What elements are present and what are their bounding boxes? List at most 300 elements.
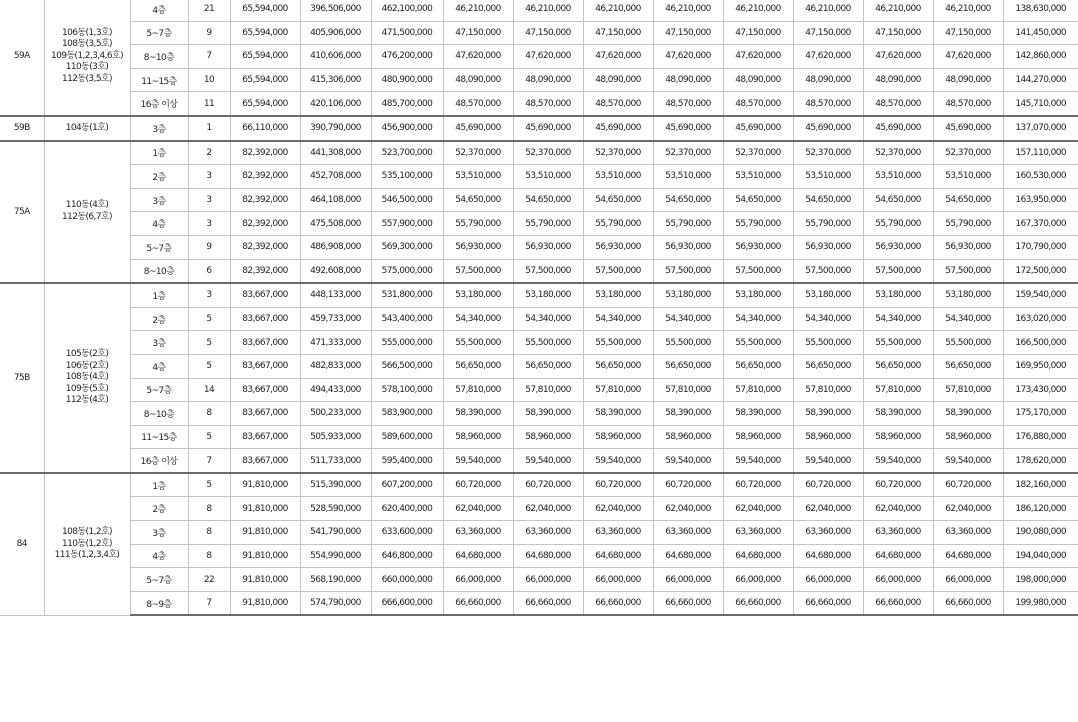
- table-row: [0, 21, 1078, 45]
- amount-cell: 83,667,000: [230, 283, 300, 307]
- unit-count-cell: 5: [188, 473, 230, 497]
- amount-cell: 58,390,000: [723, 402, 793, 426]
- amount-cell: 47,150,000: [513, 21, 583, 45]
- amount-cell: 190,080,000: [1003, 521, 1078, 545]
- amount-cell: 55,790,000: [653, 212, 723, 236]
- amount-cell: 66,000,000: [653, 568, 723, 592]
- amount-cell: 476,200,000: [371, 45, 443, 69]
- building-list-cell: [44, 116, 130, 141]
- amount-cell: 66,000,000: [513, 568, 583, 592]
- amount-cell: 48,090,000: [653, 68, 723, 92]
- unit-count-cell: 3: [188, 212, 230, 236]
- amount-cell: 60,720,000: [583, 473, 653, 497]
- amount-cell: 64,680,000: [583, 544, 653, 568]
- amount-cell: 64,680,000: [933, 544, 1003, 568]
- amount-cell: 45,690,000: [443, 116, 513, 141]
- amount-cell: 56,930,000: [653, 235, 723, 259]
- unit-count-cell: 5: [188, 331, 230, 355]
- amount-cell: 91,810,000: [230, 497, 300, 521]
- amount-cell: 505,933,000: [300, 425, 371, 449]
- amount-cell: 199,980,000: [1003, 591, 1078, 615]
- amount-cell: 47,620,000: [653, 45, 723, 69]
- amount-cell: 47,150,000: [723, 21, 793, 45]
- amount-cell: 405,906,000: [300, 21, 371, 45]
- amount-cell: 55,500,000: [933, 331, 1003, 355]
- floor-cell: 1층: [130, 473, 188, 497]
- amount-cell: 47,620,000: [583, 45, 653, 69]
- amount-cell: 646,800,000: [371, 544, 443, 568]
- amount-cell: 57,810,000: [863, 378, 933, 402]
- amount-cell: 48,570,000: [653, 92, 723, 116]
- floor-cell: 11~15층: [130, 68, 188, 92]
- amount-cell: 555,000,000: [371, 331, 443, 355]
- amount-cell: 56,930,000: [863, 235, 933, 259]
- table-row: [0, 141, 1078, 165]
- floor-cell: 4층: [130, 354, 188, 378]
- amount-cell: 546,500,000: [371, 188, 443, 212]
- amount-cell: 48,570,000: [583, 92, 653, 116]
- amount-cell: 45,690,000: [793, 116, 863, 141]
- amount-cell: 462,100,000: [371, 0, 443, 21]
- amount-cell: 57,810,000: [583, 378, 653, 402]
- amount-cell: 53,510,000: [863, 165, 933, 189]
- building-line: 108동(4호): [65, 372, 109, 383]
- amount-cell: 137,070,000: [1003, 116, 1078, 141]
- amount-cell: 60,720,000: [863, 473, 933, 497]
- amount-cell: 54,340,000: [443, 307, 513, 331]
- building-list-cell: [44, 141, 130, 284]
- amount-cell: 46,210,000: [513, 0, 583, 21]
- amount-cell: 56,930,000: [443, 235, 513, 259]
- amount-cell: 54,340,000: [933, 307, 1003, 331]
- amount-cell: 169,950,000: [1003, 354, 1078, 378]
- amount-cell: 46,210,000: [443, 0, 513, 21]
- amount-cell: 82,392,000: [230, 188, 300, 212]
- amount-cell: 53,180,000: [863, 283, 933, 307]
- amount-cell: 82,392,000: [230, 212, 300, 236]
- amount-cell: 494,433,000: [300, 378, 371, 402]
- amount-cell: 56,650,000: [443, 354, 513, 378]
- amount-cell: 58,390,000: [583, 402, 653, 426]
- floor-cell: 16층 이상: [130, 449, 188, 473]
- amount-cell: 53,180,000: [793, 283, 863, 307]
- amount-cell: 52,370,000: [723, 141, 793, 165]
- amount-cell: 145,710,000: [1003, 92, 1078, 116]
- amount-cell: 57,500,000: [443, 259, 513, 283]
- amount-cell: 53,180,000: [653, 283, 723, 307]
- amount-cell: 47,620,000: [443, 45, 513, 69]
- building-line: 109동(5호): [65, 383, 109, 394]
- building-line: 112동(3,5호): [62, 73, 112, 84]
- amount-cell: 58,960,000: [863, 425, 933, 449]
- table-row: [0, 116, 1078, 141]
- amount-cell: 55,500,000: [443, 331, 513, 355]
- amount-cell: 64,680,000: [653, 544, 723, 568]
- amount-cell: 48,570,000: [723, 92, 793, 116]
- amount-cell: 66,660,000: [863, 591, 933, 615]
- amount-cell: 53,510,000: [583, 165, 653, 189]
- amount-cell: 471,500,000: [371, 21, 443, 45]
- amount-cell: 54,650,000: [583, 188, 653, 212]
- amount-cell: 410,606,000: [300, 45, 371, 69]
- table-row: [0, 0, 1078, 21]
- amount-cell: 568,190,000: [300, 568, 371, 592]
- amount-cell: 63,360,000: [653, 521, 723, 545]
- amount-cell: 54,650,000: [443, 188, 513, 212]
- amount-cell: 46,210,000: [723, 0, 793, 21]
- table-row: [0, 68, 1078, 92]
- amount-cell: 574,790,000: [300, 591, 371, 615]
- amount-cell: 56,930,000: [513, 235, 583, 259]
- amount-cell: 511,733,000: [300, 449, 371, 473]
- amount-cell: 58,960,000: [793, 425, 863, 449]
- amount-cell: 666,600,000: [371, 591, 443, 615]
- amount-cell: 65,594,000: [230, 21, 300, 45]
- amount-cell: 64,680,000: [723, 544, 793, 568]
- amount-cell: 47,150,000: [583, 21, 653, 45]
- amount-cell: 52,370,000: [793, 141, 863, 165]
- amount-cell: 175,170,000: [1003, 402, 1078, 426]
- amount-cell: 55,500,000: [793, 331, 863, 355]
- amount-cell: 47,620,000: [863, 45, 933, 69]
- amount-cell: 82,392,000: [230, 235, 300, 259]
- amount-cell: 53,510,000: [653, 165, 723, 189]
- amount-cell: 52,370,000: [653, 141, 723, 165]
- amount-cell: 48,090,000: [583, 68, 653, 92]
- table-row: [0, 259, 1078, 283]
- amount-cell: 464,108,000: [300, 188, 371, 212]
- amount-cell: 60,720,000: [443, 473, 513, 497]
- amount-cell: 66,110,000: [230, 116, 300, 141]
- amount-cell: 65,594,000: [230, 45, 300, 69]
- amount-cell: 420,106,000: [300, 92, 371, 116]
- amount-cell: 47,620,000: [933, 45, 1003, 69]
- floor-cell: 5~7층: [130, 378, 188, 402]
- building-line: 108동(3,5호): [62, 39, 112, 50]
- floor-cell: 5~7층: [130, 235, 188, 259]
- floor-cell: 3층: [130, 116, 188, 141]
- amount-cell: 57,500,000: [583, 259, 653, 283]
- amount-cell: 55,790,000: [443, 212, 513, 236]
- amount-cell: 58,390,000: [863, 402, 933, 426]
- amount-cell: 83,667,000: [230, 331, 300, 355]
- amount-cell: 448,133,000: [300, 283, 371, 307]
- amount-cell: 55,500,000: [723, 331, 793, 355]
- amount-cell: 48,570,000: [793, 92, 863, 116]
- amount-cell: 53,180,000: [933, 283, 1003, 307]
- amount-cell: 53,180,000: [513, 283, 583, 307]
- table-row: [0, 307, 1078, 331]
- amount-cell: 45,690,000: [583, 116, 653, 141]
- amount-cell: 55,790,000: [513, 212, 583, 236]
- amount-cell: 47,150,000: [863, 21, 933, 45]
- amount-cell: 575,000,000: [371, 259, 443, 283]
- amount-cell: 55,790,000: [723, 212, 793, 236]
- floor-cell: 11~15층: [130, 425, 188, 449]
- unit-count-cell: 9: [188, 21, 230, 45]
- amount-cell: 48,570,000: [933, 92, 1003, 116]
- amount-cell: 186,120,000: [1003, 497, 1078, 521]
- amount-cell: 56,650,000: [653, 354, 723, 378]
- amount-cell: 160,530,000: [1003, 165, 1078, 189]
- floor-cell: 2층: [130, 165, 188, 189]
- amount-cell: 48,090,000: [723, 68, 793, 92]
- amount-cell: 64,680,000: [793, 544, 863, 568]
- amount-cell: 595,400,000: [371, 449, 443, 473]
- amount-cell: 54,340,000: [583, 307, 653, 331]
- table-row: [0, 92, 1078, 116]
- amount-cell: 58,390,000: [653, 402, 723, 426]
- amount-cell: 194,040,000: [1003, 544, 1078, 568]
- amount-cell: 82,392,000: [230, 141, 300, 165]
- table-row: [0, 425, 1078, 449]
- amount-cell: 48,090,000: [933, 68, 1003, 92]
- floor-cell: 3층: [130, 331, 188, 355]
- amount-cell: 54,340,000: [723, 307, 793, 331]
- amount-cell: 59,540,000: [723, 449, 793, 473]
- amount-cell: 62,040,000: [863, 497, 933, 521]
- amount-cell: 63,360,000: [793, 521, 863, 545]
- amount-cell: 54,340,000: [513, 307, 583, 331]
- amount-cell: 486,908,000: [300, 235, 371, 259]
- amount-cell: 166,500,000: [1003, 331, 1078, 355]
- amount-cell: 138,630,000: [1003, 0, 1078, 21]
- unit-count-cell: 5: [188, 307, 230, 331]
- unit-type-cell: 75B: [0, 283, 44, 473]
- amount-cell: 56,650,000: [793, 354, 863, 378]
- building-line: 108동(1,2호): [62, 527, 112, 538]
- amount-cell: 178,620,000: [1003, 449, 1078, 473]
- amount-cell: 167,370,000: [1003, 212, 1078, 236]
- table-row: [0, 45, 1078, 69]
- amount-cell: 620,400,000: [371, 497, 443, 521]
- amount-cell: 578,100,000: [371, 378, 443, 402]
- amount-cell: 66,000,000: [933, 568, 1003, 592]
- table-row: [0, 521, 1078, 545]
- unit-count-cell: 1: [188, 116, 230, 141]
- floor-cell: 4층: [130, 212, 188, 236]
- building-line: 104동(1호): [65, 122, 109, 133]
- amount-cell: 66,000,000: [583, 568, 653, 592]
- amount-cell: 56,650,000: [933, 354, 1003, 378]
- floor-cell: 8~9층: [130, 591, 188, 615]
- table-row: [0, 497, 1078, 521]
- amount-cell: 47,620,000: [793, 45, 863, 69]
- amount-cell: 91,810,000: [230, 473, 300, 497]
- amount-cell: 541,790,000: [300, 521, 371, 545]
- amount-cell: 57,500,000: [793, 259, 863, 283]
- amount-cell: 390,790,000: [300, 116, 371, 141]
- amount-cell: 83,667,000: [230, 402, 300, 426]
- amount-cell: 53,510,000: [513, 165, 583, 189]
- unit-count-cell: 3: [188, 188, 230, 212]
- amount-cell: 58,960,000: [583, 425, 653, 449]
- table-row: [0, 283, 1078, 307]
- amount-cell: 452,708,000: [300, 165, 371, 189]
- amount-cell: 66,660,000: [513, 591, 583, 615]
- amount-cell: 59,540,000: [933, 449, 1003, 473]
- amount-cell: 62,040,000: [443, 497, 513, 521]
- floor-cell: 8~10층: [130, 259, 188, 283]
- amount-cell: 59,540,000: [583, 449, 653, 473]
- amount-cell: 56,930,000: [793, 235, 863, 259]
- unit-count-cell: 7: [188, 591, 230, 615]
- amount-cell: 57,810,000: [653, 378, 723, 402]
- amount-cell: 53,510,000: [793, 165, 863, 189]
- amount-cell: 57,810,000: [443, 378, 513, 402]
- amount-cell: 54,650,000: [863, 188, 933, 212]
- amount-cell: 55,790,000: [583, 212, 653, 236]
- amount-cell: 65,594,000: [230, 0, 300, 21]
- amount-cell: 441,308,000: [300, 141, 371, 165]
- amount-cell: 55,500,000: [653, 331, 723, 355]
- amount-cell: 48,090,000: [863, 68, 933, 92]
- amount-cell: 492,608,000: [300, 259, 371, 283]
- amount-cell: 57,500,000: [723, 259, 793, 283]
- amount-cell: 54,340,000: [793, 307, 863, 331]
- amount-cell: 142,860,000: [1003, 45, 1078, 69]
- table-row: [0, 402, 1078, 426]
- table-row: [0, 331, 1078, 355]
- unit-count-cell: 7: [188, 449, 230, 473]
- amount-cell: 91,810,000: [230, 591, 300, 615]
- amount-cell: 176,880,000: [1003, 425, 1078, 449]
- floor-cell: 4층: [130, 0, 188, 21]
- unit-count-cell: 14: [188, 378, 230, 402]
- amount-cell: 54,650,000: [513, 188, 583, 212]
- floor-cell: 3층: [130, 188, 188, 212]
- amount-cell: 91,810,000: [230, 521, 300, 545]
- amount-cell: 60,720,000: [793, 473, 863, 497]
- amount-cell: 45,690,000: [933, 116, 1003, 141]
- table-row: [0, 188, 1078, 212]
- amount-cell: 515,390,000: [300, 473, 371, 497]
- amount-cell: 53,510,000: [723, 165, 793, 189]
- table-row: [0, 354, 1078, 378]
- amount-cell: 56,930,000: [583, 235, 653, 259]
- amount-cell: 57,500,000: [513, 259, 583, 283]
- amount-cell: 607,200,000: [371, 473, 443, 497]
- amount-cell: 53,180,000: [443, 283, 513, 307]
- unit-count-cell: 7: [188, 45, 230, 69]
- amount-cell: 82,392,000: [230, 165, 300, 189]
- unit-count-cell: 5: [188, 425, 230, 449]
- amount-cell: 91,810,000: [230, 544, 300, 568]
- building-line: 112동(6,7호): [62, 211, 112, 222]
- amount-cell: 46,210,000: [793, 0, 863, 21]
- amount-cell: 56,650,000: [863, 354, 933, 378]
- amount-cell: 46,210,000: [653, 0, 723, 21]
- amount-cell: 531,800,000: [371, 283, 443, 307]
- amount-cell: 557,900,000: [371, 212, 443, 236]
- amount-cell: 58,960,000: [933, 425, 1003, 449]
- amount-cell: 471,333,000: [300, 331, 371, 355]
- unit-count-cell: 8: [188, 544, 230, 568]
- amount-cell: 53,180,000: [583, 283, 653, 307]
- amount-cell: 66,000,000: [443, 568, 513, 592]
- unit-count-cell: 11: [188, 92, 230, 116]
- amount-cell: 54,340,000: [653, 307, 723, 331]
- amount-cell: 48,090,000: [513, 68, 583, 92]
- amount-cell: 54,650,000: [933, 188, 1003, 212]
- amount-cell: 59,540,000: [863, 449, 933, 473]
- amount-cell: 144,270,000: [1003, 68, 1078, 92]
- amount-cell: 66,660,000: [443, 591, 513, 615]
- amount-cell: 58,390,000: [443, 402, 513, 426]
- amount-cell: 57,810,000: [933, 378, 1003, 402]
- amount-cell: 63,360,000: [583, 521, 653, 545]
- amount-cell: 62,040,000: [933, 497, 1003, 521]
- unit-type-cell: 75A: [0, 141, 44, 284]
- amount-cell: 523,700,000: [371, 141, 443, 165]
- amount-cell: 62,040,000: [653, 497, 723, 521]
- floor-cell: 16층 이상: [130, 92, 188, 116]
- amount-cell: 173,430,000: [1003, 378, 1078, 402]
- unit-count-cell: 8: [188, 521, 230, 545]
- unit-count-cell: 21: [188, 0, 230, 21]
- amount-cell: 569,300,000: [371, 235, 443, 259]
- amount-cell: 59,540,000: [653, 449, 723, 473]
- amount-cell: 58,390,000: [793, 402, 863, 426]
- amount-cell: 60,720,000: [723, 473, 793, 497]
- floor-cell: 1층: [130, 283, 188, 307]
- unit-count-cell: 5: [188, 354, 230, 378]
- amount-cell: 46,210,000: [583, 0, 653, 21]
- amount-cell: 48,090,000: [443, 68, 513, 92]
- amount-cell: 633,600,000: [371, 521, 443, 545]
- amount-cell: 54,340,000: [863, 307, 933, 331]
- amount-cell: 62,040,000: [513, 497, 583, 521]
- amount-cell: 456,900,000: [371, 116, 443, 141]
- table-row: [0, 568, 1078, 592]
- unit-count-cell: 22: [188, 568, 230, 592]
- amount-cell: 482,833,000: [300, 354, 371, 378]
- amount-cell: 141,450,000: [1003, 21, 1078, 45]
- amount-cell: 45,690,000: [863, 116, 933, 141]
- table-row: [0, 449, 1078, 473]
- amount-cell: 543,400,000: [371, 307, 443, 331]
- amount-cell: 55,790,000: [863, 212, 933, 236]
- table-row: [0, 544, 1078, 568]
- amount-cell: 52,370,000: [863, 141, 933, 165]
- amount-cell: 91,810,000: [230, 568, 300, 592]
- amount-cell: 589,600,000: [371, 425, 443, 449]
- amount-cell: 535,100,000: [371, 165, 443, 189]
- amount-cell: 66,000,000: [723, 568, 793, 592]
- table-row: [0, 165, 1078, 189]
- amount-cell: 198,000,000: [1003, 568, 1078, 592]
- amount-cell: 47,150,000: [653, 21, 723, 45]
- unit-count-cell: 2: [188, 141, 230, 165]
- amount-cell: 63,360,000: [933, 521, 1003, 545]
- building-line: 110동(1,2호): [62, 538, 112, 549]
- amount-cell: 66,000,000: [863, 568, 933, 592]
- amount-cell: 62,040,000: [793, 497, 863, 521]
- amount-cell: 63,360,000: [443, 521, 513, 545]
- amount-cell: 56,650,000: [583, 354, 653, 378]
- amount-cell: 58,960,000: [653, 425, 723, 449]
- amount-cell: 58,960,000: [443, 425, 513, 449]
- amount-cell: 157,110,000: [1003, 141, 1078, 165]
- amount-cell: 53,510,000: [443, 165, 513, 189]
- amount-cell: 60,720,000: [653, 473, 723, 497]
- unit-type-cell: 84: [0, 473, 44, 616]
- amount-cell: 48,090,000: [793, 68, 863, 92]
- amount-cell: 66,660,000: [583, 591, 653, 615]
- amount-cell: 52,370,000: [933, 141, 1003, 165]
- unit-type-cell: 59A: [0, 0, 44, 116]
- floor-cell: 5~7층: [130, 568, 188, 592]
